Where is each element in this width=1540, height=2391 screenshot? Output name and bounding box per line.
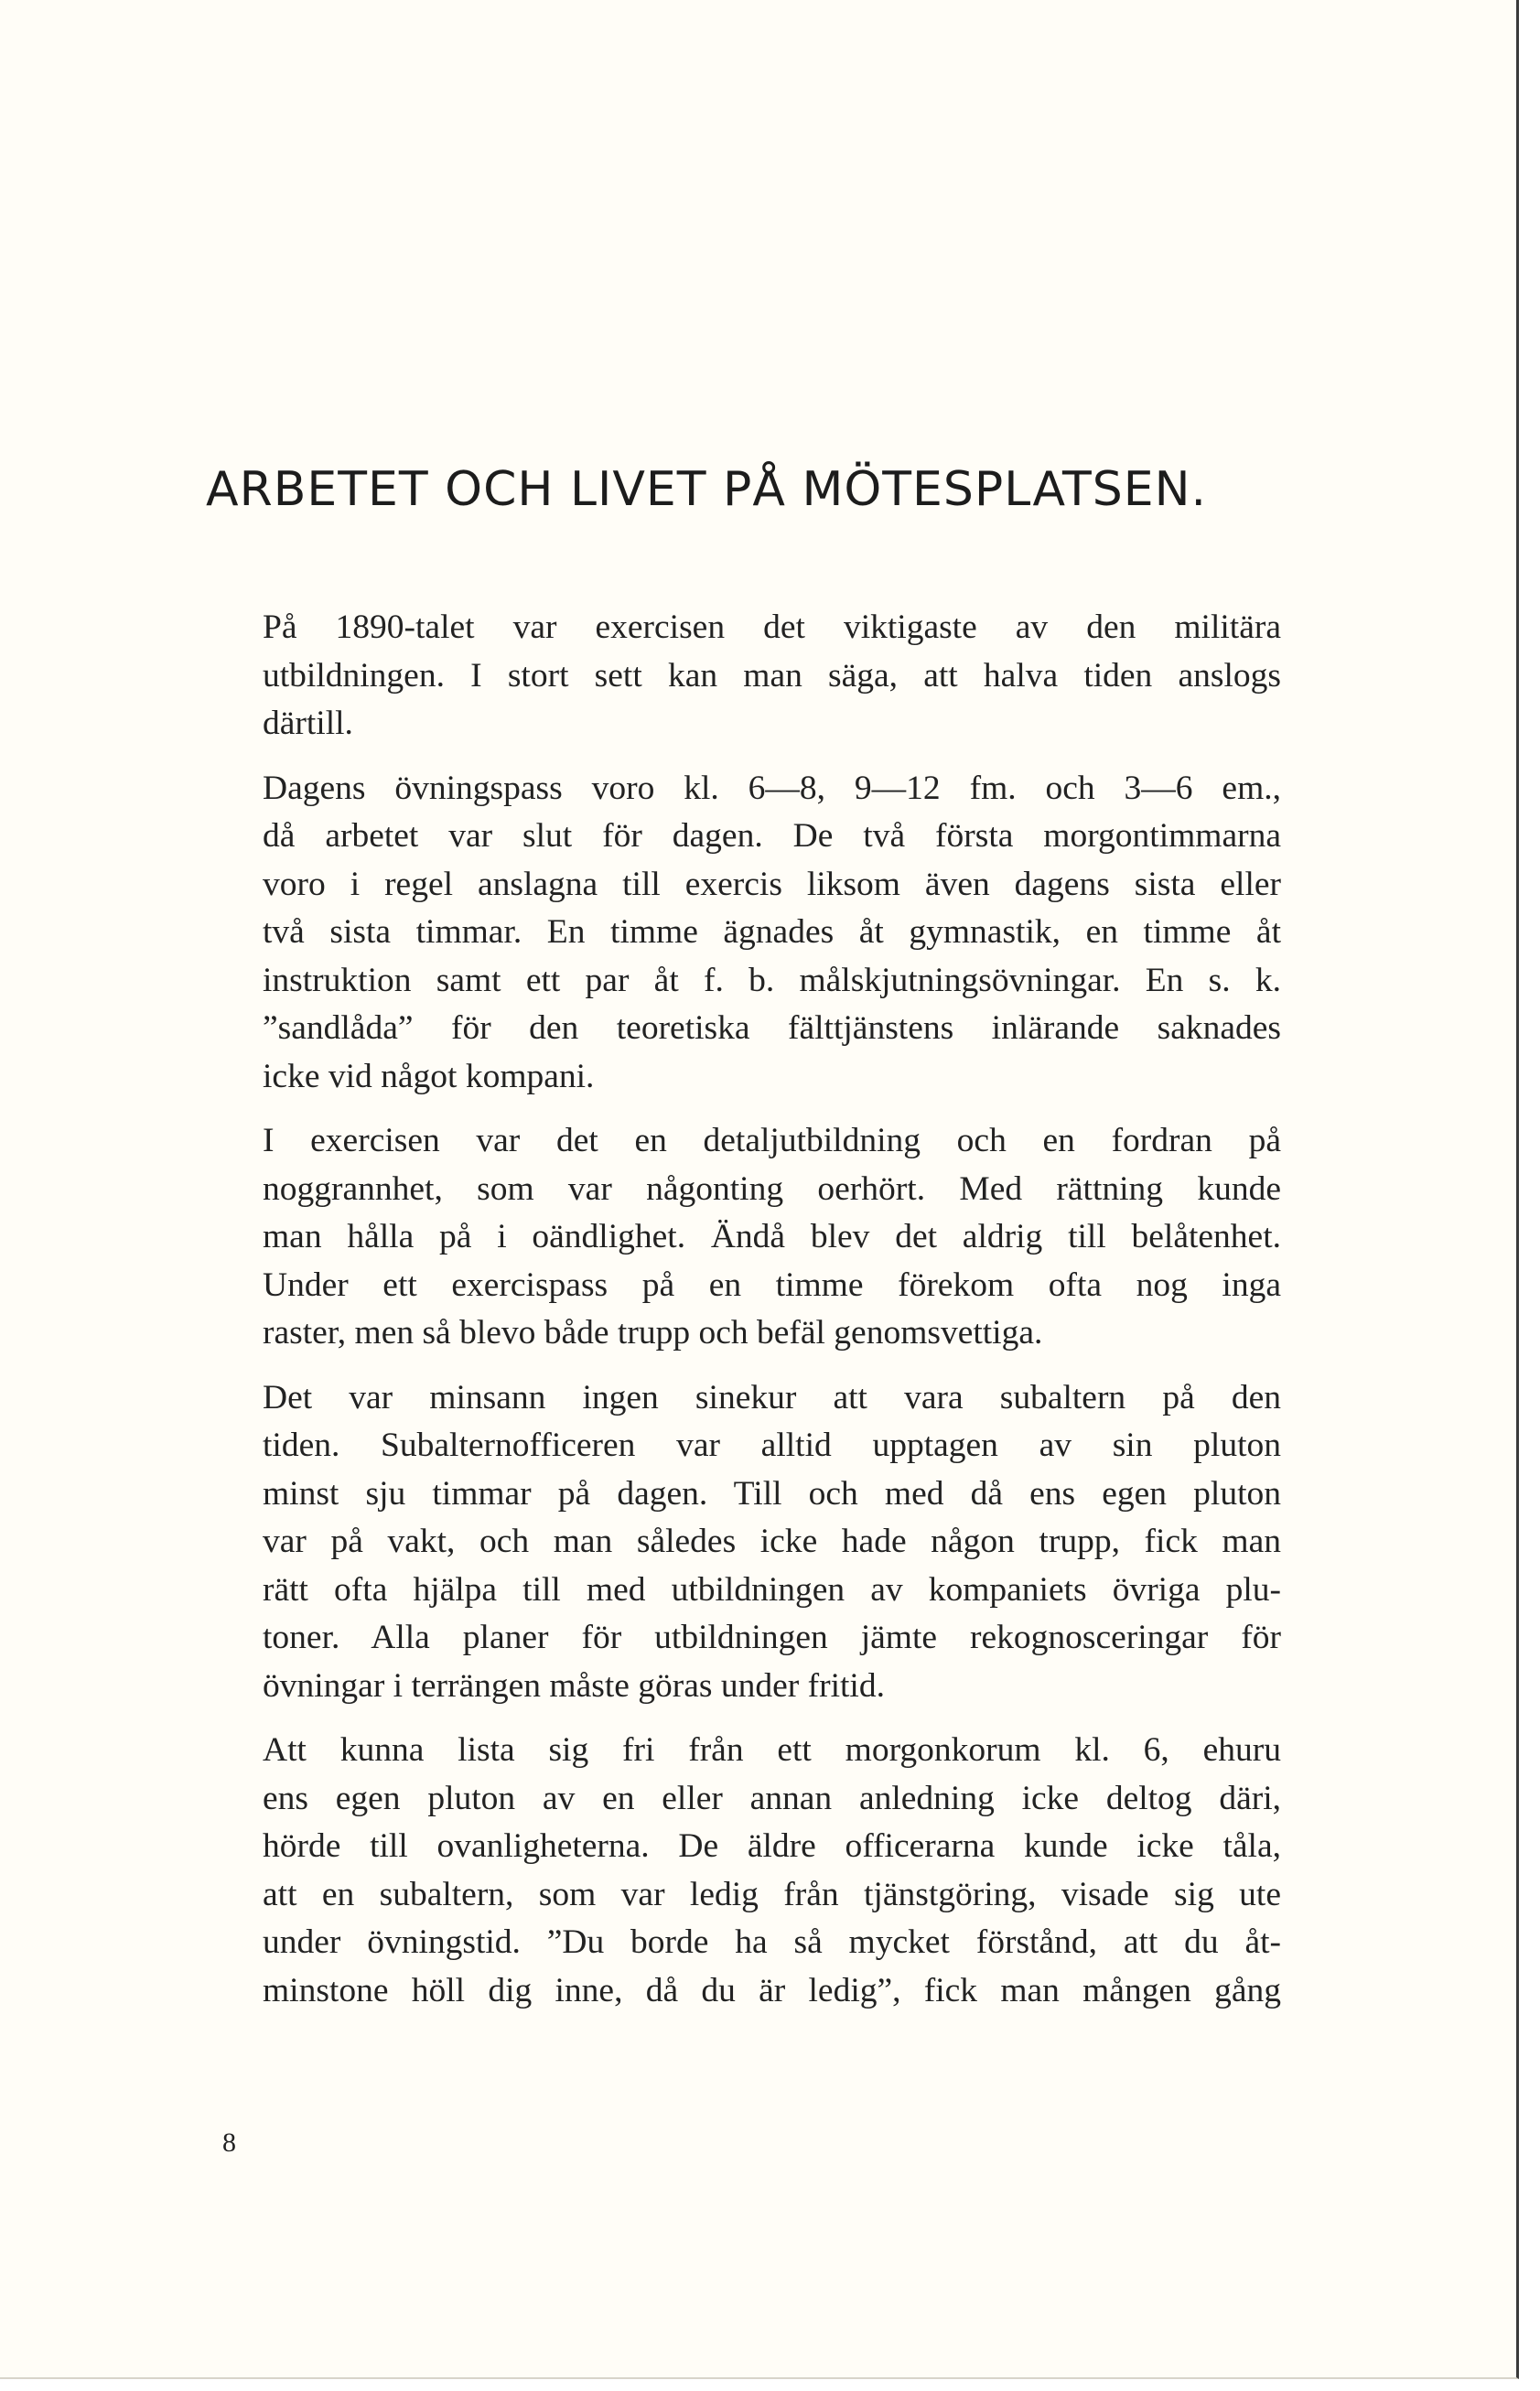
text-line: instruktion samt ett par åt f. b. målskjutningsövningar. En s. k. [263,961,1281,999]
text-line: Det var minsann ingen sinekur att vara subaltern på den [263,1378,1281,1416]
text-line: ”sandlåda” för den teoretiska fälttjänstens inlärande saknades [263,1009,1281,1047]
text-line: I exercisen var det en detaljutbildning och en fordran på [263,1122,1281,1159]
text-line: noggrannhet, som var någonting oerhört. Med rättning kunde [263,1169,1281,1208]
text-line: utbildningen. I stort sett kan man säga, att halva tiden anslogs [263,656,1281,695]
text-line: raster, men så blevo både trupp och befäl genomsvettiga. [263,1314,1043,1352]
paragraph-3 [183,1117,1281,1358]
text-line: därtill. [263,705,353,742]
text-line: minst sju timmar på dagen. Till och med då ens egen pluton [263,1474,1281,1513]
paragraph-1 [183,604,1281,749]
text-line: tiden. Subalternofficeren var alltid upptagen av sin pluton [263,1427,1281,1464]
text-line: rätt ofta hjälpa till med utbildningen av kompaniets övriga plu- [263,1570,1281,1609]
text-line: var på vakt, och man således icke hade någon trupp, fick man [263,1523,1281,1560]
text-line: då arbetet var slut för dagen. De två första morgontimmarna [263,817,1281,855]
paragraph-2 [183,765,1281,1102]
text-line: Under ett exercispass på en timme förekom ofta nog inga [263,1266,1281,1304]
paragraph-4 [183,1374,1281,1711]
text-line: ens egen pluton av en eller annan anledning icke deltog däri, [263,1779,1281,1817]
text-line: Dagens övningspass voro kl. 6—8, 9—12 fm. och 3—6 em., [263,769,1281,807]
text-line: icke vid något kompani. [263,1057,595,1095]
text-line: toner. Alla planer för utbildningen jämte rekognosceringar för [263,1619,1281,1656]
text-line: övningar i terrängen måste göras under fritid. [263,1666,885,1705]
text-line: hörde till ovanligheterna. De äldre officerarna kunde icke tåla, [263,1827,1281,1865]
text-line: man hålla på i oändlighet. Ändå blev det aldrig till belåtenhet. [263,1218,1281,1255]
text-line: minstone höll dig inne, då du är ledig”, fick man mången gång [263,1971,1281,2009]
text-line: voro i regel anslagna till exercis liksom även dagens sista eller [263,865,1281,903]
text-line: under övningstid. ”Du borde ha så mycket förstånd, att du åt- [263,1923,1281,1961]
text-line: Att kunna lista sig fri från ett morgonkorum kl. 6, ehuru [263,1731,1281,1769]
paragraph-5 [183,1727,1281,2015]
text-line: På 1890-talet var exercisen det viktigaste av den militära [263,609,1281,646]
text-line: två sista timmar. En timme ägnades åt gymnastik, en timme åt [263,913,1281,951]
chapter-title: ARBETET OCH LIVET PÅ MÖTESPLATSEN. [206,462,1208,517]
body-text [183,604,1281,2031]
page-number: 8 [222,2127,236,2158]
text-line: att en subaltern, som var ledig från tjänstgöring, visade sig ute [263,1875,1281,1913]
